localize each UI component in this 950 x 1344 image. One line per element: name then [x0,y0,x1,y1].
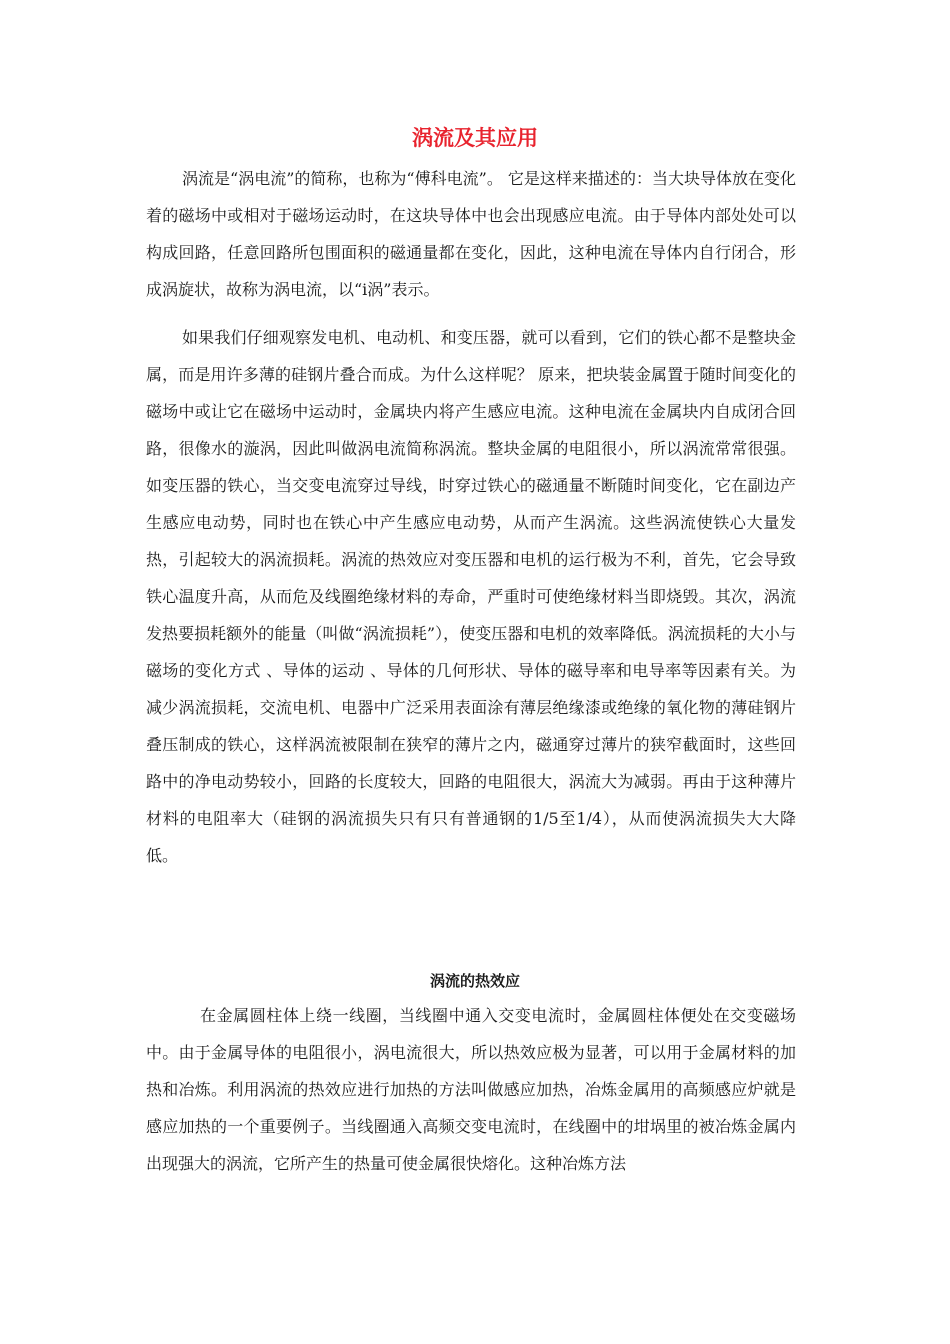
transformer-paragraph: 如果我们仔细观察发电机、电动机、和变压器，就可以看到，它们的铁心都不是整块金属，而是用许多薄的硅钢片叠合而成。为什么这样呢？ 原来，把块装金属置于随时间变化的磁场中或让它在磁场中运动时，金属块内将产生感应电流。这种电流在金属块内自成闭合回路，很像水的漩涡，因此叫做涡电流简称涡流。整块金属的电阻很小，所以涡流常常很强。如变压器的铁心，当交变电流穿过导线，时穿过铁心的磁通量不断随时间变化，它在副边产生感应电动势，同时也在铁心中产生感应电动势，从而产生涡流。这些涡流使铁心大量发热，引起较大的涡流损耗。涡流的热效应对变压器和电机的运行极为不利，首先，它会导致铁心温度升高，从而危及线圈绝缘材料的寿命，严重时可使绝缘材料当即烧毁。其次，涡流发热要损耗额外的能量（叫做“涡流损耗”），使变压器和电机的效率降低。涡流损耗的大小与磁场的变化方式 、导体的运动 、导体的几何形状、导体的磁导率和电导率等因素有关。为减少涡流损耗，交流电机、电器中广泛采用表面涂有薄层绝缘漆或绝缘的氧化物的薄硅钢片叠压制成的铁心，这样涡流被限制在狭窄的薄片之内，磁通穿过薄片的狭窄截面时，这些回路中的净电动势较小，回路的长度较大，回路的电阻很大，涡流大为减弱。再由于这种薄片材料的电阻率大（硅钢的涡流损失只有只有普通钢的1/5至1/4），从而使涡流损失大大降低。 [146,328,796,865]
intro-paragraph: 涡流是“涡电流”的简称，也称为“傅科电流”。 它是这样来描述的：当大块导体放在变化着的磁场中或相对于磁场运动时，在这块导体中也会出现感应电流。由于导体内部处处可以构成回路，任意回路所包围面积的磁通量都在变化，因此，这种电流在导体内自行闭合，形成涡旋状，故称为涡电流，以“i涡”表示。 [146,169,796,299]
heating-paragraph: 在金属圆柱体上绕一线圈，当线圈中通入交变电流时，金属圆柱体便处在交变磁场中。由于金属导体的电阻很小，涡电流很大，所以热效应极为显著，可以用于金属材料的加热和冶炼。利用涡流的热效应进行加热的方法叫做感应加热，冶炼金属用的高频感应炉就是感应加热的一个重要例子。当线圈通入高频交变电流时，在线圈中的坩埚里的被冶炼金属内出现强大的涡流，它所产生的热量可使金属很快熔化。这种冶炼方法 [146,1006,796,1173]
section-heading: 涡流的热效应 [429,972,520,990]
page-title: 涡流及其应用 [412,126,538,150]
